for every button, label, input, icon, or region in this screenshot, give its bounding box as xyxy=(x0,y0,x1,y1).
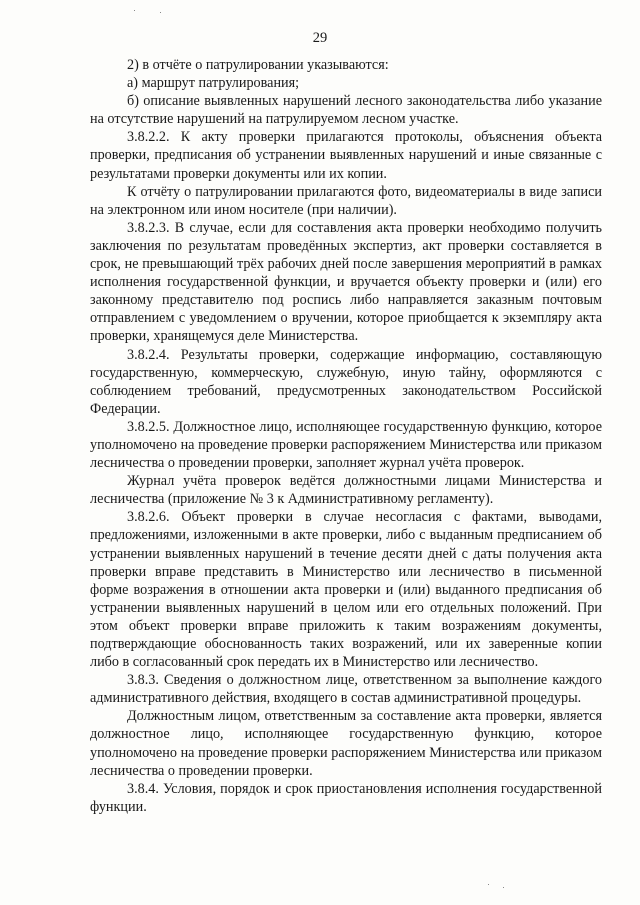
paragraph-responsible-official: Должностным лицом, ответственным за составление акта проверки, является должностное лицо, исполняющее государственную функцию, которое уполномочено на проведение проверки распоряжением Министерства или приказом лесничества о проведении проверки. xyxy=(90,708,602,779)
paragraph-3-8-2-3: 3.8.2.3. В случае, если для составления акта проверки необходимо получить заключения по результатам проведённых экспертиз, акт проверки составляется в срок, не превышающий трёх рабочих дней после завершения мероприятий в рамках исполнения государственной функции, и вручается объекту проверки и (или) его законному представителю под роспись либо направляется заказным почтовым отправлением с уведомлением о вручении, которое приобщается к экземпляру акта проверки, хранящемуся деле Министерства. xyxy=(90,219,602,345)
scan-speck xyxy=(503,887,504,888)
paragraph-3-8-3: 3.8.3. Сведения о должностном лице, ответственном за выполнение каждого административного действия, входящего в состав административной процедуры. xyxy=(90,672,602,707)
paragraph-3-8-4: 3.8.4. Условия, порядок и срок приостановления исполнения государственной функции. xyxy=(90,780,602,815)
paragraph-3-8-2-5: 3.8.2.5. Должностное лицо, исполняющее государственную функцию, которое уполномочено на проведение проверки распоряжением Министерства или приказом лесничества о проведении проверки, заполняет журнал учёта проверок. xyxy=(90,418,602,472)
paragraph-3-8-2-4: 3.8.2.4. Результаты проверки, содержащие информацию, составляющую государственную, коммерческую, служебную, иную тайну, оформляются с соблюдением требований, предусмотренных законодательством Российской Федерации. xyxy=(90,346,602,417)
scan-speck xyxy=(488,884,489,885)
paragraph-3-8-2-2: 3.8.2.2. К акту проверки прилагаются протоколы, объяснения объекта проверки, предписания об устранении выявленных нарушений и иные связанные с результатами проверки документы или их копии. xyxy=(90,129,602,182)
paragraph-patrol-report-attachments: К отчёту о патрулировании прилагаются фото, видеоматериалы в виде записи на электронном или ином носителе (при наличии). xyxy=(90,183,602,218)
paragraph-3-8-2-6: 3.8.2.6. Объект проверки в случае несогласия с фактами, выводами, предложениями, изложенными в акте проверки, либо с выданным предписанием об устранении выявленных нарушений в течение десяти дней с даты получения акта проверки вправе представить в Министерство или лесничество в письменной форме возражения в отношении акта проверки и (или) выданного предписания об устранении выявленных нарушений в целом или его отдельных положений. При этом объект проверки вправе приложить к таким возражениям документы, подтверждающие обоснованность таких возражений, или их заверенные копии либо в согласованный срок передать их в Министерство или лесничество. xyxy=(90,509,602,671)
paragraph-inspection-journal: Журнал учёта проверок ведётся должностными лицами Министерства и лесничества (приложение № 3 к Административному регламенту). xyxy=(90,473,602,508)
paragraph-violations-description: б) описание выявленных нарушений лесного законодательства либо указание на отсутствие нарушений на патрулируемом лесном участке. xyxy=(90,93,602,128)
paragraph-patrol-route: а) маршрут патрулирования; xyxy=(127,75,300,92)
scan-speck xyxy=(160,12,161,13)
scan-speck xyxy=(134,10,135,11)
paragraph-patrol-report-contents: 2) в отчёте о патрулировании указываются: xyxy=(127,57,389,73)
page-number: 29 xyxy=(312,30,328,46)
document-body xyxy=(90,56,602,816)
